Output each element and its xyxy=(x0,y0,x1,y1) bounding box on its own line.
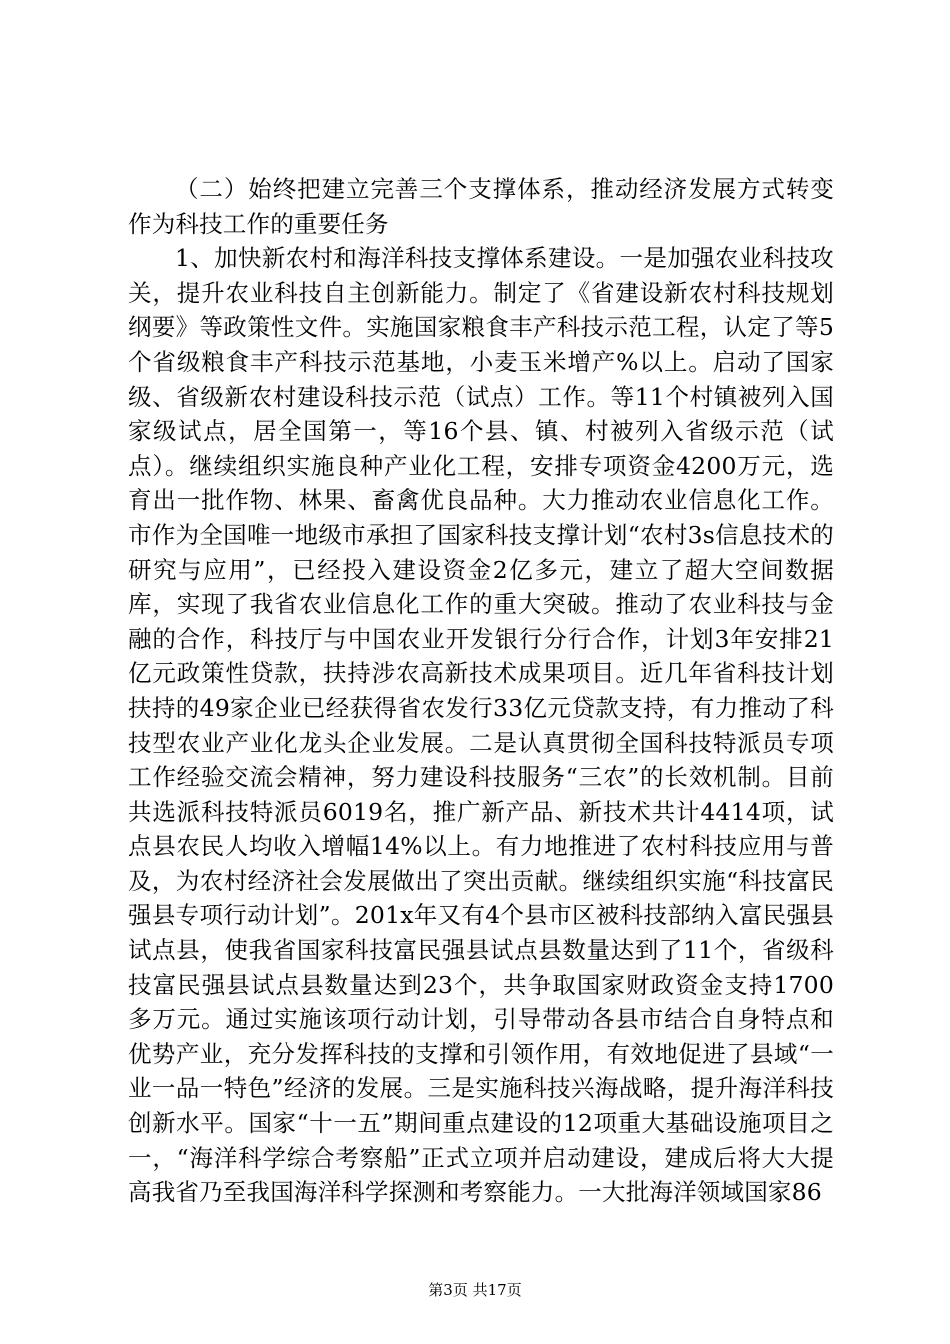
body-paragraph: 1、加快新农村和海洋科技支撑体系建设。一是加强农业科技攻关，提升农业科技自主创新能力。制定了《省建设新农村科技规划纲要》等政策性文件。实施国家粮食丰产科技示范工程，认定了等5个省级粮食丰产科技示范基地，小麦玉米增产%以上。启动了国家级、省级新农村建设科技示范（试点）工作。等11个村镇被列入国家级试点，居全国第一，等16个县、镇、村被列入省级示范（试点）。继续组织实施良种产业化工程，安排专项资金4200万元，选育出一批作物、林果、畜禽优良品种。大力推动农业信息化工作。市作为全国唯一地级市承担了国家科技支撑计划“农村3s信息技术的研究与应用”，已经投入建设资金2亿多元，建立了超大空间数据库，实现了我省农业信息化工作的重大突破。推动了农业科技与金融的合作，科技厅与中国农业开发银行分行合作，计划3年安排21亿元政策性贷款，扶持涉农高新技术成果项目。近几年省科技计划扶持的49家企业已经获得省农发行33亿元贷款支持，有力推动了科技型农业产业化龙头企业发展。二是认真贯彻全国科技特派员专项工作经验交流会精神，努力建设科技服务“三农”的长效机制。目前共选派科技特派员6019名，推广新产品、新技术共计4414项，试点县农民人均收入增幅14%以上。有力地推进了农村科技应用与普及，为农村经济社会发展做出了突出贡献。继续组织实施“科技富民强县专项行动计划”。201x年又有4个县市区被科技部纳入富民强县试点县，使我省国家科技富民强县试点县数量达到了11个，省级科技富民强县试点县数量达到23个，共争取国家财政资金支持1700多万元。通过实施该项行动计划，引导带动各县市结合自身特点和优势产业，充分发挥科技的支撑和引领作用，有效地促进了县域“一业一品一特色”经济的发展。三是实施科技兴海战略，提升海洋科技创新水平。国家“十一五”期间重点建设的12项重大基础设施项目之一，“海洋科学综合考察船”正式立项并启动建设，建成后将大大提高我省乃至我国海洋科学探测和考察能力。一大批海洋领域国家86 xyxy=(128,244,834,1207)
page-footer: 第3页 共17页 xyxy=(428,1281,522,1299)
document-body xyxy=(128,172,834,1210)
section-heading: （二）始终把建立完善三个支撑体系，推动经济发展方式转变作为科技工作的重要任务 xyxy=(128,175,834,238)
